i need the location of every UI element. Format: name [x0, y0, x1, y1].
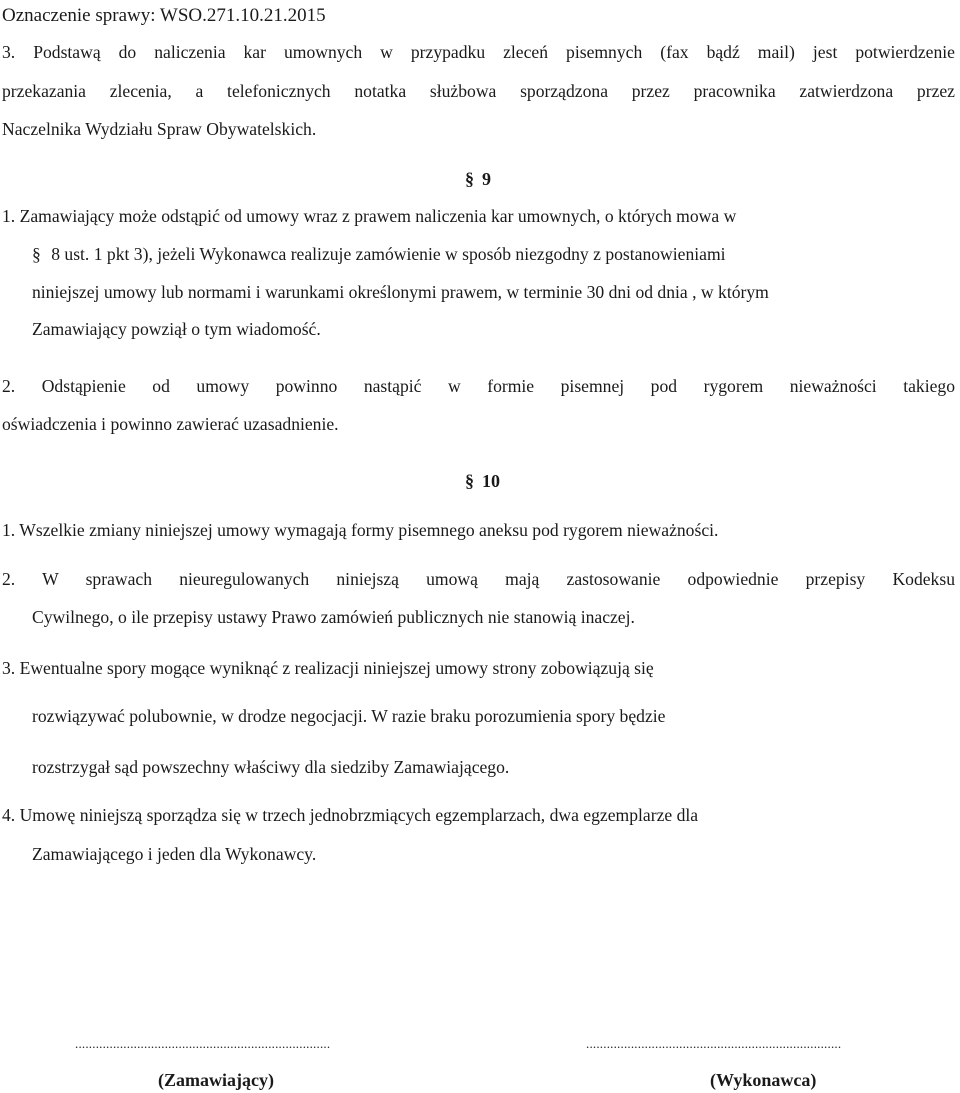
signature-label-wykonawca: (Wykonawca)	[710, 1070, 817, 1090]
section-symbol: §	[465, 471, 474, 491]
section9-item1-line3: niniejszej umowy lub normami i warunkami określonymi prawem, w terminie 30 dni od dnia , w którym	[32, 282, 769, 302]
section10-item3-line1: 3. Ewentualne spory mogące wyniknąć z realizacji niniejszej umowy strony zobowiązują się	[2, 658, 654, 678]
section9-item1-line1: 1. Zamawiający może odstąpić od umowy wraz z prawem naliczenia kar umownych, o których mowa w	[2, 206, 737, 226]
section9-item1-line2-text: 8 ust. 1 pkt 3), jeżeli Wykonawca realizuje zamówienie w sposób niezgodny z postanowieniami	[51, 244, 726, 264]
section10-item2-line1: 2. W sprawach nieuregulowanych niniejszą umową mają zastosowanie odpowiednie przepisy Kodeksu	[2, 569, 955, 589]
section10-item2-line2: Cywilnego, o ile przepisy ustawy Prawo zamówień publicznych nie stanowią inaczej.	[32, 607, 635, 627]
section10-item4-line2: Zamawiającego i jeden dla Wykonawcy.	[32, 844, 317, 864]
section-number: 9	[482, 169, 491, 189]
section-symbol: §	[465, 169, 474, 189]
section9-item1-line4: Zamawiający powziął o tym wiadomość.	[32, 319, 321, 339]
signature-label-zamawiajacy: (Zamawiający)	[158, 1070, 274, 1090]
section9-item2-line2: oświadczenia i powinno zawierać uzasadnienie.	[2, 414, 339, 434]
section-number: 10	[482, 471, 500, 491]
section10-item3-line3: rozstrzygał sąd powszechny właściwy dla siedziby Zamawiającego.	[32, 757, 510, 777]
section9-item2-line1: 2. Odstąpienie od umowy powinno nastąpić w formie pisemnej pod rygorem nieważności takiego	[2, 376, 955, 396]
section10-item1: 1. Wszelkie zmiany niniejszej umowy wymagają formy pisemnego aneksu pod rygorem nieważności.	[2, 520, 719, 540]
signature-line-right: ..........................................................................	[586, 1036, 842, 1051]
section10-item3-line2: rozwiązywać polubownie, w drodze negocjacji. W razie braku porozumienia spory będzie	[32, 706, 666, 726]
case-reference: Oznaczenie sprawy: WSO.271.10.21.2015	[2, 5, 326, 26]
par8-item3-line1: 3. Podstawą do naliczenia kar umownych w przypadku zleceń pisemnych (fax bądź mail) jest potwierdzenie	[2, 42, 955, 62]
par8-item3-line2: przekazania zlecenia, a telefonicznych notatka służbowa sporządzona przez pracownika zatwierdzona przez	[2, 81, 955, 101]
section-10-heading	[465, 472, 500, 490]
section-symbol: §	[32, 244, 41, 264]
section10-item4-line1: 4. Umowę niniejszą sporządza się w trzech jednobrzmiących egzemplarzach, dwa egzemplarze dla	[2, 805, 699, 825]
signature-line-left: ..........................................................................	[75, 1036, 331, 1051]
par8-item3-line3: Naczelnika Wydziału Spraw Obywatelskich.	[2, 119, 317, 139]
section-9-heading	[465, 170, 491, 188]
section9-item1-line2	[32, 246, 726, 264]
